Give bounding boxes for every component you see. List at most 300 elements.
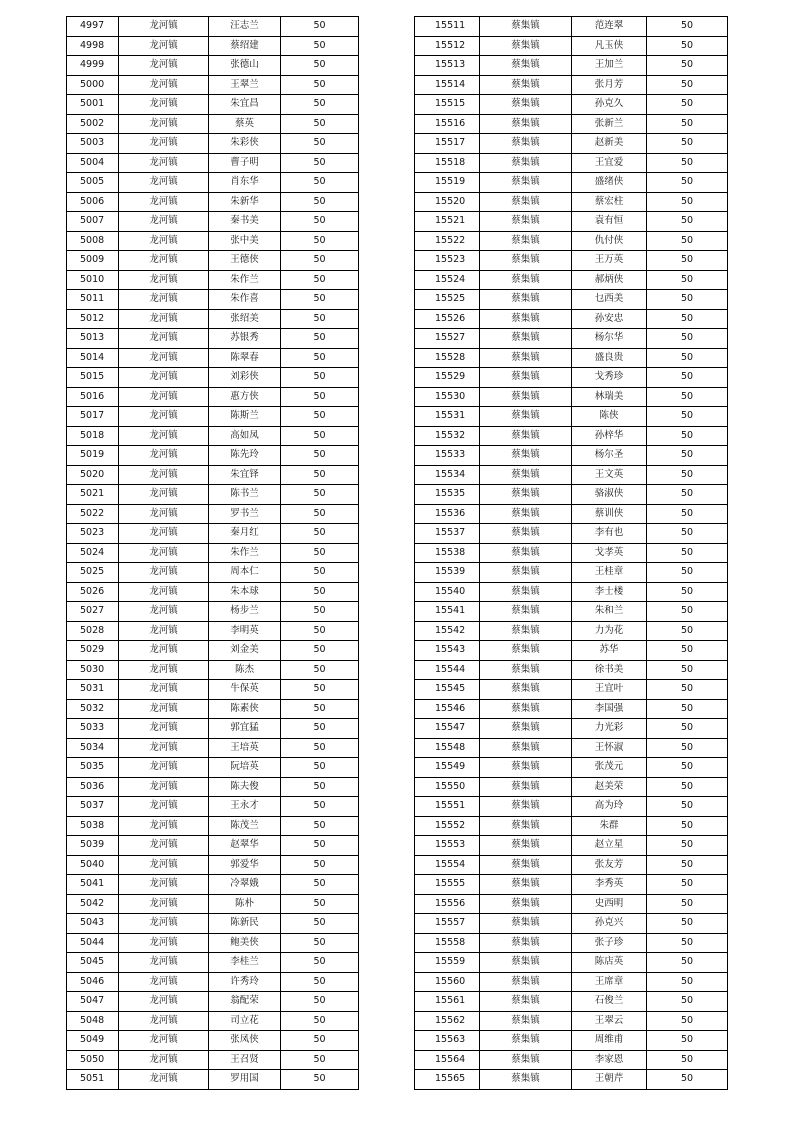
table-row — [415, 426, 728, 446]
town-cell: 龙河镇 — [119, 582, 209, 602]
row-number-cell: 5038 — [67, 816, 119, 836]
amount-cell: 50 — [281, 719, 359, 739]
town-cell: 龙河镇 — [119, 114, 209, 134]
town-cell: 蔡集镇 — [480, 738, 572, 758]
town-cell: 蔡集镇 — [480, 387, 572, 407]
left-roster-body — [67, 17, 359, 1090]
table-row — [415, 17, 728, 37]
person-name-cell: 罗用国 — [209, 1070, 281, 1090]
row-number-cell: 15517 — [415, 134, 480, 154]
table-row — [415, 134, 728, 154]
person-name-cell: 张友芳 — [572, 855, 647, 875]
row-number-cell: 5007 — [67, 212, 119, 232]
table-row — [415, 738, 728, 758]
row-number-cell: 5019 — [67, 446, 119, 466]
town-cell: 蔡集镇 — [480, 1050, 572, 1070]
person-name-cell: 王德侠 — [209, 251, 281, 271]
person-name-cell: 骆淑侠 — [572, 485, 647, 505]
town-cell: 龙河镇 — [119, 485, 209, 505]
person-name-cell: 王宜叶 — [572, 680, 647, 700]
town-cell: 蔡集镇 — [480, 816, 572, 836]
table-row — [415, 1070, 728, 1090]
person-name-cell: 孙梓华 — [572, 426, 647, 446]
town-cell: 蔡集镇 — [480, 933, 572, 953]
town-cell: 蔡集镇 — [480, 992, 572, 1012]
amount-cell: 50 — [281, 192, 359, 212]
row-number-cell: 5025 — [67, 563, 119, 583]
row-number-cell: 15556 — [415, 894, 480, 914]
person-name-cell: 陈侠 — [572, 407, 647, 427]
person-name-cell: 苏银秀 — [209, 329, 281, 349]
row-number-cell: 15561 — [415, 992, 480, 1012]
town-cell: 蔡集镇 — [480, 114, 572, 134]
town-cell: 蔡集镇 — [480, 485, 572, 505]
amount-cell: 50 — [647, 680, 728, 700]
town-cell: 蔡集镇 — [480, 251, 572, 271]
person-name-cell: 陈夫俊 — [209, 777, 281, 797]
row-number-cell: 5008 — [67, 231, 119, 251]
row-number-cell: 5004 — [67, 153, 119, 173]
amount-cell: 50 — [647, 914, 728, 934]
town-cell: 龙河镇 — [119, 56, 209, 76]
right-roster-table — [414, 16, 728, 1090]
person-name-cell: 许秀玲 — [209, 972, 281, 992]
row-number-cell: 15545 — [415, 680, 480, 700]
table-row — [67, 95, 359, 115]
table-row — [415, 329, 728, 349]
amount-cell: 50 — [647, 173, 728, 193]
amount-cell: 50 — [281, 290, 359, 310]
town-cell: 龙河镇 — [119, 758, 209, 778]
row-number-cell: 5015 — [67, 368, 119, 388]
table-row — [415, 36, 728, 56]
amount-cell: 50 — [647, 446, 728, 466]
person-name-cell: 陈朴 — [209, 894, 281, 914]
town-cell: 蔡集镇 — [480, 953, 572, 973]
table-row — [67, 329, 359, 349]
amount-cell: 50 — [281, 426, 359, 446]
table-row — [67, 231, 359, 251]
person-name-cell: 史西明 — [572, 894, 647, 914]
town-cell: 蔡集镇 — [480, 153, 572, 173]
row-number-cell: 15526 — [415, 309, 480, 329]
row-number-cell: 15553 — [415, 836, 480, 856]
town-cell: 龙河镇 — [119, 387, 209, 407]
amount-cell: 50 — [647, 465, 728, 485]
amount-cell: 50 — [647, 1031, 728, 1051]
person-name-cell: 李家恩 — [572, 1050, 647, 1070]
town-cell: 龙河镇 — [119, 17, 209, 37]
amount-cell: 50 — [281, 1011, 359, 1031]
town-cell: 龙河镇 — [119, 465, 209, 485]
person-name-cell: 肖东华 — [209, 173, 281, 193]
row-number-cell: 5017 — [67, 407, 119, 427]
table-row — [67, 953, 359, 973]
amount-cell: 50 — [281, 699, 359, 719]
table-row — [415, 660, 728, 680]
town-cell: 蔡集镇 — [480, 543, 572, 563]
person-name-cell: 牛保英 — [209, 680, 281, 700]
amount-cell: 50 — [647, 407, 728, 427]
row-number-cell: 5003 — [67, 134, 119, 154]
amount-cell: 50 — [647, 387, 728, 407]
person-name-cell: 凡玉侠 — [572, 36, 647, 56]
table-row — [67, 543, 359, 563]
town-cell: 蔡集镇 — [480, 777, 572, 797]
person-name-cell: 郭爱华 — [209, 855, 281, 875]
row-number-cell: 15537 — [415, 524, 480, 544]
town-cell: 龙河镇 — [119, 173, 209, 193]
row-number-cell: 15547 — [415, 719, 480, 739]
person-name-cell: 袁有恒 — [572, 212, 647, 232]
amount-cell: 50 — [647, 212, 728, 232]
table-row — [415, 95, 728, 115]
amount-cell: 50 — [647, 777, 728, 797]
table-row — [415, 465, 728, 485]
person-name-cell: 阮培英 — [209, 758, 281, 778]
row-number-cell: 15557 — [415, 914, 480, 934]
person-name-cell: 王朝芹 — [572, 1070, 647, 1090]
table-row — [415, 446, 728, 466]
amount-cell: 50 — [281, 524, 359, 544]
amount-cell: 50 — [281, 816, 359, 836]
person-name-cell: 曹子明 — [209, 153, 281, 173]
person-name-cell: 杨步兰 — [209, 602, 281, 622]
person-name-cell: 戈孝英 — [572, 543, 647, 563]
person-name-cell: 蔡训侠 — [572, 504, 647, 524]
row-number-cell: 5050 — [67, 1050, 119, 1070]
table-row — [415, 621, 728, 641]
amount-cell: 50 — [647, 17, 728, 37]
table-row — [67, 1011, 359, 1031]
town-cell: 蔡集镇 — [480, 1011, 572, 1031]
person-name-cell: 高为玲 — [572, 797, 647, 817]
amount-cell: 50 — [281, 933, 359, 953]
table-row — [415, 758, 728, 778]
table-row — [67, 972, 359, 992]
row-number-cell: 5044 — [67, 933, 119, 953]
amount-cell: 50 — [281, 17, 359, 37]
table-row — [67, 153, 359, 173]
town-cell: 龙河镇 — [119, 231, 209, 251]
row-number-cell: 5042 — [67, 894, 119, 914]
row-number-cell: 15519 — [415, 173, 480, 193]
person-name-cell: 孙克兴 — [572, 914, 647, 934]
row-number-cell: 5032 — [67, 699, 119, 719]
row-number-cell: 5026 — [67, 582, 119, 602]
amount-cell: 50 — [647, 699, 728, 719]
person-name-cell: 盛良贵 — [572, 348, 647, 368]
person-name-cell: 蔡英 — [209, 114, 281, 134]
row-number-cell: 5020 — [67, 465, 119, 485]
amount-cell: 50 — [281, 992, 359, 1012]
amount-cell: 50 — [647, 992, 728, 1012]
table-row — [67, 75, 359, 95]
row-number-cell: 5005 — [67, 173, 119, 193]
person-name-cell: 王翠云 — [572, 1011, 647, 1031]
row-number-cell: 15514 — [415, 75, 480, 95]
amount-cell: 50 — [647, 738, 728, 758]
row-number-cell: 5010 — [67, 270, 119, 290]
row-number-cell: 15555 — [415, 875, 480, 895]
table-row — [67, 251, 359, 271]
table-row — [67, 875, 359, 895]
person-name-cell: 张子珍 — [572, 933, 647, 953]
amount-cell: 50 — [281, 1070, 359, 1090]
amount-cell: 50 — [281, 95, 359, 115]
amount-cell: 50 — [647, 56, 728, 76]
person-name-cell: 陈书兰 — [209, 485, 281, 505]
row-number-cell: 5051 — [67, 1070, 119, 1090]
amount-cell: 50 — [647, 192, 728, 212]
person-name-cell: 朱和兰 — [572, 602, 647, 622]
town-cell: 蔡集镇 — [480, 680, 572, 700]
amount-cell: 50 — [647, 426, 728, 446]
town-cell: 蔡集镇 — [480, 894, 572, 914]
row-number-cell: 5011 — [67, 290, 119, 310]
town-cell: 龙河镇 — [119, 719, 209, 739]
town-cell: 龙河镇 — [119, 75, 209, 95]
row-number-cell: 5036 — [67, 777, 119, 797]
row-number-cell: 15560 — [415, 972, 480, 992]
row-number-cell: 15527 — [415, 329, 480, 349]
person-name-cell: 王桂章 — [572, 563, 647, 583]
amount-cell: 50 — [281, 231, 359, 251]
person-name-cell: 朱本球 — [209, 582, 281, 602]
person-name-cell: 石俊兰 — [572, 992, 647, 1012]
table-row — [67, 134, 359, 154]
row-number-cell: 15522 — [415, 231, 480, 251]
table-row — [67, 797, 359, 817]
table-row — [67, 524, 359, 544]
table-row — [67, 446, 359, 466]
person-name-cell: 赵新美 — [572, 134, 647, 154]
table-row — [67, 641, 359, 661]
table-row — [67, 17, 359, 37]
row-number-cell: 4997 — [67, 17, 119, 37]
person-name-cell: 蔡宏柱 — [572, 192, 647, 212]
town-cell: 蔡集镇 — [480, 348, 572, 368]
person-name-cell: 仇付侠 — [572, 231, 647, 251]
amount-cell: 50 — [281, 602, 359, 622]
town-cell: 龙河镇 — [119, 329, 209, 349]
table-row — [67, 660, 359, 680]
town-cell: 蔡集镇 — [480, 407, 572, 427]
person-name-cell: 汪志兰 — [209, 17, 281, 37]
row-number-cell: 5014 — [67, 348, 119, 368]
town-cell: 龙河镇 — [119, 134, 209, 154]
town-cell: 蔡集镇 — [480, 621, 572, 641]
town-cell: 蔡集镇 — [480, 56, 572, 76]
table-row — [415, 153, 728, 173]
row-number-cell: 15542 — [415, 621, 480, 641]
amount-cell: 50 — [281, 855, 359, 875]
person-name-cell: 陈新民 — [209, 914, 281, 934]
amount-cell: 50 — [281, 758, 359, 778]
town-cell: 蔡集镇 — [480, 582, 572, 602]
row-number-cell: 5022 — [67, 504, 119, 524]
amount-cell: 50 — [281, 329, 359, 349]
person-name-cell: 秦月红 — [209, 524, 281, 544]
row-number-cell: 15541 — [415, 602, 480, 622]
town-cell: 龙河镇 — [119, 660, 209, 680]
person-name-cell: 孙克久 — [572, 95, 647, 115]
person-name-cell: 乜西美 — [572, 290, 647, 310]
town-cell: 龙河镇 — [119, 446, 209, 466]
row-number-cell: 4998 — [67, 36, 119, 56]
amount-cell: 50 — [281, 914, 359, 934]
table-row — [67, 992, 359, 1012]
row-number-cell: 15525 — [415, 290, 480, 310]
table-row — [415, 368, 728, 388]
amount-cell: 50 — [281, 465, 359, 485]
person-name-cell: 郝炳侠 — [572, 270, 647, 290]
town-cell: 蔡集镇 — [480, 192, 572, 212]
row-number-cell: 15565 — [415, 1070, 480, 1090]
row-number-cell: 5049 — [67, 1031, 119, 1051]
town-cell: 龙河镇 — [119, 621, 209, 641]
town-cell: 蔡集镇 — [480, 602, 572, 622]
person-name-cell: 力光彩 — [572, 719, 647, 739]
table-row — [67, 173, 359, 193]
town-cell: 蔡集镇 — [480, 758, 572, 778]
town-cell: 蔡集镇 — [480, 173, 572, 193]
table-row — [67, 933, 359, 953]
table-row — [415, 855, 728, 875]
row-number-cell: 15515 — [415, 95, 480, 115]
row-number-cell: 15529 — [415, 368, 480, 388]
town-cell: 蔡集镇 — [480, 699, 572, 719]
town-cell: 龙河镇 — [119, 407, 209, 427]
table-row — [415, 231, 728, 251]
row-number-cell: 15533 — [415, 446, 480, 466]
person-name-cell: 张中美 — [209, 231, 281, 251]
table-row — [415, 875, 728, 895]
table-row — [415, 1011, 728, 1031]
person-name-cell: 陈杰 — [209, 660, 281, 680]
person-name-cell: 张德山 — [209, 56, 281, 76]
table-row — [415, 1050, 728, 1070]
row-number-cell: 15543 — [415, 641, 480, 661]
amount-cell: 50 — [647, 75, 728, 95]
town-cell: 蔡集镇 — [480, 797, 572, 817]
person-name-cell: 朱宜铎 — [209, 465, 281, 485]
row-number-cell: 15513 — [415, 56, 480, 76]
amount-cell: 50 — [281, 621, 359, 641]
amount-cell: 50 — [281, 543, 359, 563]
row-number-cell: 5031 — [67, 680, 119, 700]
town-cell: 龙河镇 — [119, 992, 209, 1012]
amount-cell: 50 — [281, 368, 359, 388]
table-row — [67, 1050, 359, 1070]
amount-cell: 50 — [647, 758, 728, 778]
amount-cell: 50 — [647, 855, 728, 875]
row-number-cell: 5027 — [67, 602, 119, 622]
person-name-cell: 赵美荣 — [572, 777, 647, 797]
row-number-cell: 15558 — [415, 933, 480, 953]
table-row — [67, 894, 359, 914]
table-row — [415, 914, 728, 934]
town-cell: 蔡集镇 — [480, 855, 572, 875]
amount-cell: 50 — [647, 153, 728, 173]
right-roster-body — [415, 17, 728, 1090]
row-number-cell: 5018 — [67, 426, 119, 446]
person-name-cell: 王文英 — [572, 465, 647, 485]
town-cell: 龙河镇 — [119, 251, 209, 271]
person-name-cell: 鲍美侠 — [209, 933, 281, 953]
table-row — [415, 894, 728, 914]
row-number-cell: 15531 — [415, 407, 480, 427]
table-row — [67, 348, 359, 368]
row-number-cell: 4999 — [67, 56, 119, 76]
row-number-cell: 5035 — [67, 758, 119, 778]
person-name-cell: 冷翠娥 — [209, 875, 281, 895]
town-cell: 龙河镇 — [119, 270, 209, 290]
table-row — [67, 1031, 359, 1051]
amount-cell: 50 — [647, 368, 728, 388]
amount-cell: 50 — [647, 894, 728, 914]
row-number-cell: 15538 — [415, 543, 480, 563]
row-number-cell: 15511 — [415, 17, 480, 37]
town-cell: 蔡集镇 — [480, 95, 572, 115]
amount-cell: 50 — [281, 387, 359, 407]
person-name-cell: 范连翠 — [572, 17, 647, 37]
town-cell: 龙河镇 — [119, 368, 209, 388]
row-number-cell: 15559 — [415, 953, 480, 973]
person-name-cell: 赵翠华 — [209, 836, 281, 856]
row-number-cell: 5002 — [67, 114, 119, 134]
amount-cell: 50 — [281, 212, 359, 232]
table-row — [67, 368, 359, 388]
town-cell: 蔡集镇 — [480, 563, 572, 583]
amount-cell: 50 — [281, 134, 359, 154]
row-number-cell: 15530 — [415, 387, 480, 407]
table-row — [415, 251, 728, 271]
row-number-cell: 15540 — [415, 582, 480, 602]
table-row — [67, 914, 359, 934]
person-name-cell: 刘彩侠 — [209, 368, 281, 388]
person-name-cell: 孙安忠 — [572, 309, 647, 329]
amount-cell: 50 — [281, 485, 359, 505]
table-row — [415, 212, 728, 232]
table-row — [415, 75, 728, 95]
row-number-cell: 15563 — [415, 1031, 480, 1051]
row-number-cell: 15539 — [415, 563, 480, 583]
table-row — [415, 953, 728, 973]
table-row — [415, 933, 728, 953]
town-cell: 龙河镇 — [119, 1050, 209, 1070]
table-row — [67, 114, 359, 134]
row-number-cell: 5039 — [67, 836, 119, 856]
amount-cell: 50 — [647, 1050, 728, 1070]
amount-cell: 50 — [647, 719, 728, 739]
row-number-cell: 5009 — [67, 251, 119, 271]
amount-cell: 50 — [281, 680, 359, 700]
town-cell: 龙河镇 — [119, 641, 209, 661]
table-row — [415, 641, 728, 661]
amount-cell: 50 — [647, 797, 728, 817]
amount-cell: 50 — [281, 504, 359, 524]
person-name-cell: 戈秀珍 — [572, 368, 647, 388]
town-cell: 蔡集镇 — [480, 972, 572, 992]
row-number-cell: 5013 — [67, 329, 119, 349]
town-cell: 龙河镇 — [119, 212, 209, 232]
town-cell: 龙河镇 — [119, 933, 209, 953]
table-row — [67, 270, 359, 290]
person-name-cell: 朱新华 — [209, 192, 281, 212]
table-row — [415, 602, 728, 622]
town-cell: 龙河镇 — [119, 348, 209, 368]
